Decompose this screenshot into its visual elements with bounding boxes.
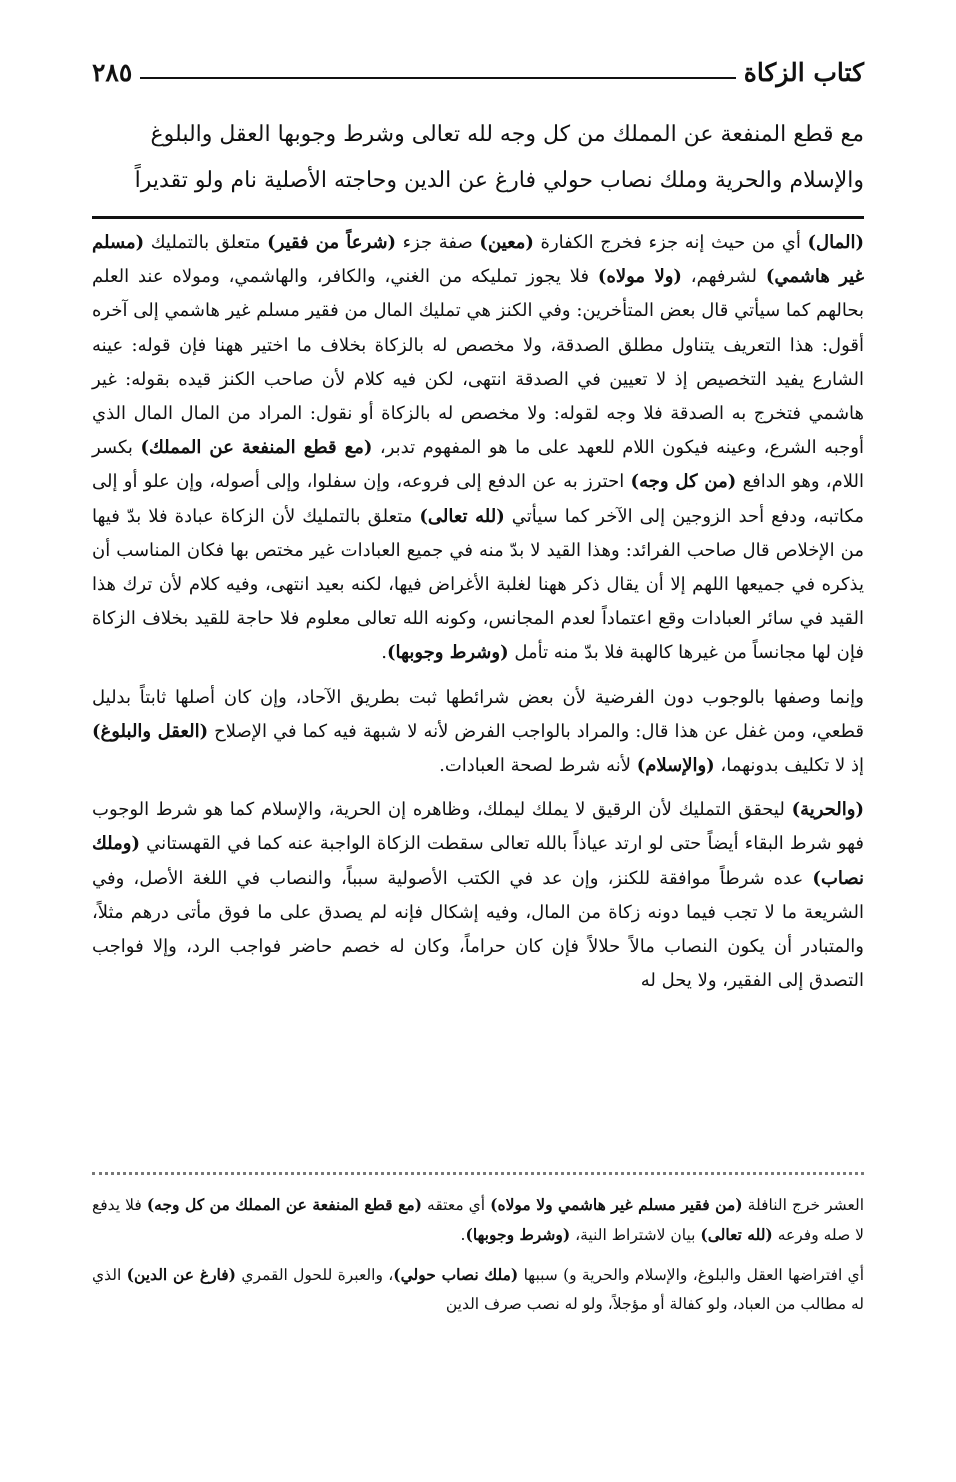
bold-quote: (المال) xyxy=(807,232,864,253)
text-run: متعلق بالتمليك xyxy=(144,232,268,253)
bold-quote: (مسلم غير هاشمي) xyxy=(92,232,864,288)
footnote-paragraph xyxy=(92,1260,864,1319)
text-run: العشر خرج النافلة xyxy=(742,1196,865,1214)
bold-quote: (وشرط وجوبها) xyxy=(465,1225,571,1244)
text-run: الذي له مطالب من العباد، ولو كفالة أو مؤجلاً، ولو له نصب صرف الدين xyxy=(92,1266,864,1313)
text-run: لشرفهم، xyxy=(681,266,766,288)
main-text-line: والإسلام والحرية وملك نصاب حولي فارغ عن الدين وحاجته الأصلية نام ولو تقديراً xyxy=(134,168,864,193)
bold-quote: (والإسلام) xyxy=(636,755,715,777)
bold-quote: (وملك نصاب) xyxy=(92,833,864,889)
bold-quote: (العقل والبلوغ) xyxy=(92,720,209,742)
text-run: . xyxy=(381,642,388,664)
text-run: وإنما وصفها بالوجوب دون الفرضية لأن بعض شرائطها ثبت بطريق الآحاد، وإن كان أصلها ثابتاً بدليل قطعي، ومن غفل عن هذا قال: والمراد بالواجب الفرض لأنه لا شبهة فيه كما في الإصلاح xyxy=(92,686,864,742)
footnote-separator xyxy=(92,1172,864,1185)
bold-quote: (وشرط وجوبها) xyxy=(387,642,509,664)
bold-quote: (فارغ عن الدين) xyxy=(126,1265,237,1284)
bold-quote: (ولا مولاه) xyxy=(597,266,682,288)
bold-quote: (من فقير مسلم غير هاشمي ولا مولاه) xyxy=(490,1195,743,1214)
footnotes xyxy=(92,1190,864,1319)
bold-quote: (معين) xyxy=(479,232,534,253)
text-run: عده شرطاً موافقة للكنز، وإن عد في الكتب الأصولية سبباً، والنصاب في اللغة الأصل، وفي الشريعة ما لا تجب فيما دونه زكاة من المال، وفيه إشكال فإنه لم يصدق على ما فوق مأتى درهم مثلاً، والمتبادر أن يكون النصاب مالاً حلالاً فإن كان حراماً، وكان له خصم حاضر فواجب الرد، وإلا فواجب التصدق إلى الفقير، ولا يحل له xyxy=(92,867,864,992)
commentary xyxy=(92,226,864,998)
text-run: بكسر اللام، وهو الدافع xyxy=(92,437,864,493)
bold-quote: (لله تعالى) xyxy=(700,1225,773,1244)
footnote-paragraph xyxy=(92,1190,864,1250)
page-number: ٢٨٥ xyxy=(92,57,133,87)
text-run: صفة جزء xyxy=(396,232,480,253)
bold-quote: (شرعاً من فقير) xyxy=(267,232,397,253)
main-text xyxy=(92,112,864,204)
bold-quote: (والحرية) xyxy=(791,799,864,821)
text-run: ، والعبرة للحول القمري xyxy=(236,1266,394,1284)
commentary-paragraph xyxy=(92,793,864,998)
bold-quote: (مع قطع المنفعة عن المملك) xyxy=(140,437,373,459)
commentary-paragraph xyxy=(92,681,864,784)
bold-quote: (من كل وجه) xyxy=(630,471,737,493)
text-run: احترز به عن الدفع إلى فروعه، وإن سفلوا، وإلى أصوله، وإن علو أو إلى مكاتبه، ودفع أحد الزوجين إلى الآخر كما سيأتي xyxy=(92,471,864,527)
text-run: ليحقق التمليك لأن الرقيق لا يملك ليملك، وظاهره إن الحرية، والإسلام كما هو شرط الوجوب فهو شرط البقاء أيضاً حتى لو ارتد عياذاً بالله تعالى سقطت الزكاة الواجبة عنه كما في القهستاني xyxy=(92,799,864,855)
section-separator xyxy=(92,216,864,219)
text-run: متعلق بالتمليك لأن الزكاة عبادة فلا بدّ فيها من الإخلاص قال صاحب الفرائد: وهذا القيد لا بدّ منه في جميع العبادات غير مختص بها فكان المناسب أن يذكره في جميعها اللهم إلا أن يقال ذكر ههنا لغلبة الأغراض فيها، لكنه بعيد انتهى، وفيه كلام لأن ترك هذا القيد في سائر العبادات وقع اعتماداً لعدم المجانس، وكونه الله تعالى معلوم فلا حاجة للقيد بخلاف الزكاة فإن لها مجانساً من غيرها كالهبة فلا بدّ منه تأمل xyxy=(92,505,864,664)
text-run: أي معتقه xyxy=(421,1196,491,1214)
text-run: . xyxy=(460,1226,466,1244)
bold-quote: (لله تعالى) xyxy=(419,505,505,527)
bold-quote: (مع قطع المنفعة عن المملك من كل وجه) xyxy=(146,1195,422,1214)
page-header xyxy=(92,52,864,92)
commentary-paragraph xyxy=(92,226,864,671)
text-run: إذ لا تكليف بدونهما، xyxy=(714,755,864,777)
text-run: لأنه شرط لصحة العبادات. xyxy=(439,755,637,777)
running-title: كتاب الزكاة xyxy=(743,57,864,87)
bold-quote: (ملك نصاب حولي) xyxy=(393,1265,519,1284)
header-rule xyxy=(140,77,735,79)
text-run: فلا يجوز تمليكه من الغني، والكافر، والهاشمي، ومولاه عند العلم بحالهم كما سيأتي قال بعض المتأخرين: وفي الكنز هي تمليك المال من فقير مسلم غير هاشمي إلى آخره أقول: هذا التعريف يتناول مطلق الصدقة، ولا مخصص له بالزكاة بخلاف ما اختير ههنا فإن قوله: عينه الشارع يفيد التخصيص إذ لا تعيين في الصدقة انتهى، لكن فيه كلام لأن صاحب الكنز قيده بقوله: غير هاشمي فتخرج به الصدقة فلا وجه لقوله: ولا مخصص له بالزكاة أو نقول: المراد من المال المال الذي أوجبه الشرع، وعينه فيكون اللام للعهد على ما هو المفهوم تدبر، xyxy=(92,266,864,459)
text-run: بيان لاشتراط النية، xyxy=(570,1226,701,1244)
main-text-line: مع قطع المنفعة عن المملك من كل وجه لله تعالى وشرط وجوبها العقل والبلوغ xyxy=(150,122,864,147)
text-run: أي افتراضها العقل والبلوغ، والإسلام والحرية و) سببها xyxy=(518,1266,864,1284)
text-run: فلا يدفع لا صله وفرعه xyxy=(92,1196,864,1244)
text-run: أي من حيث إنه جزء فخرج الكفارة xyxy=(533,232,808,253)
